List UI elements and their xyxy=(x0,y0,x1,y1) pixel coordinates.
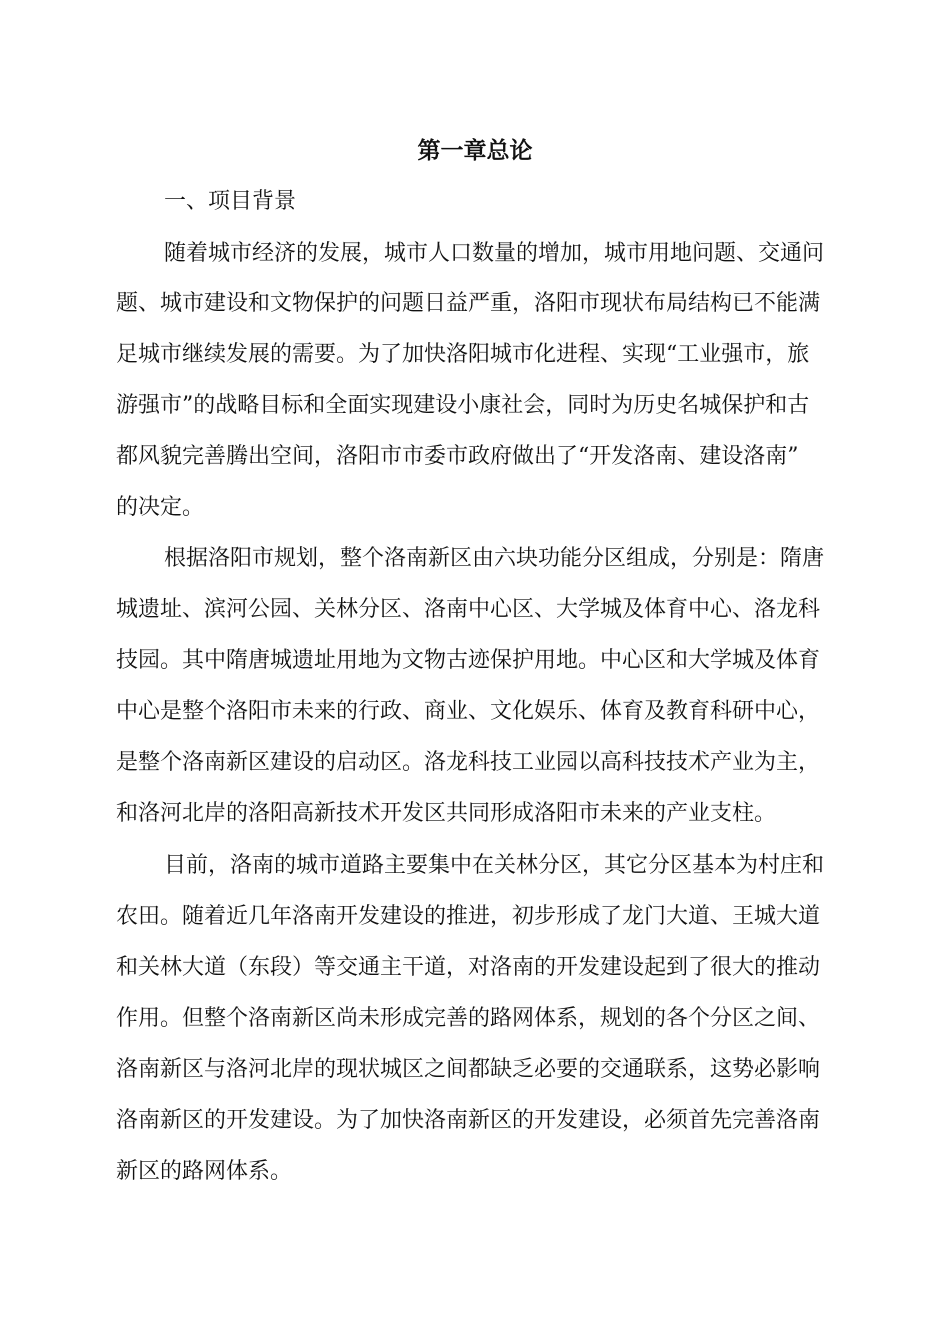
paragraph-line: 根据洛阳市规划，整个洛南新区由六块功能分区组成，分别是：隋唐 xyxy=(164,546,825,571)
paragraph-line: 和关林大道（东段）等交通主干道，对洛南的开发建设起到了很大的推动 xyxy=(116,955,821,980)
paragraph-line: 中心是整个洛阳市未来的行政、商业、文化娱乐、体育及教育科研中心， xyxy=(116,699,821,724)
paragraph-line: 的决定。 xyxy=(116,495,205,520)
paragraph-line: 作用。但整个洛南新区尚未形成完善的路网体系，规划的各个分区之间、 xyxy=(116,1006,821,1031)
paragraph-line: 足城市继续发展的需要。为了加快洛阳城市化进程、实现“工业强市，旅 xyxy=(116,342,810,367)
paragraph-line: 洛南新区与洛河北岸的现状城区之间都缺乏必要的交通联系，这势必影响 xyxy=(116,1057,821,1082)
paragraph-line: 是整个洛南新区建设的启动区。洛龙科技工业园以高科技技术产业为主， xyxy=(116,750,821,775)
paragraph-line: 随着城市经济的发展，城市人口数量的增加，城市用地问题、交通问 xyxy=(164,241,825,266)
chapter-title: 第一章总论 xyxy=(417,137,533,164)
paragraph-line: 游强市”的战略目标和全面实现建设小康社会，同时为历史名城保护和古 xyxy=(116,393,810,418)
paragraph-line: 农田。随着近几年洛南开发建设的推进，初步形成了龙门大道、王城大道 xyxy=(116,904,821,929)
paragraph-line: 洛南新区的开发建设。为了加快洛南新区的开发建设，必须首先完善洛南 xyxy=(116,1108,821,1133)
paragraph-line: 和洛河北岸的洛阳高新技术开发区共同形成洛阳市未来的产业支柱。 xyxy=(116,801,777,826)
paragraph-line: 都风貌完善腾出空间，洛阳市市委市政府做出了“开发洛南、建设洛南” xyxy=(116,444,799,469)
paragraph-line: 目前，洛南的城市道路主要集中在关林分区，其它分区基本为村庄和 xyxy=(164,853,825,878)
paragraph-line: 技园。其中隋唐城遗址用地为文物古迹保护用地。中心区和大学城及体育 xyxy=(116,648,821,673)
section-heading: 一、项目背景 xyxy=(164,189,297,214)
paragraph-line: 城遗址、滨河公园、关林分区、洛南中心区、大学城及体育中心、洛龙科 xyxy=(116,597,821,622)
paragraph-line: 题、城市建设和文物保护的问题日益严重，洛阳市现状布局结构已不能满 xyxy=(116,291,821,316)
paragraph-line: 新区的路网体系。 xyxy=(116,1159,293,1184)
